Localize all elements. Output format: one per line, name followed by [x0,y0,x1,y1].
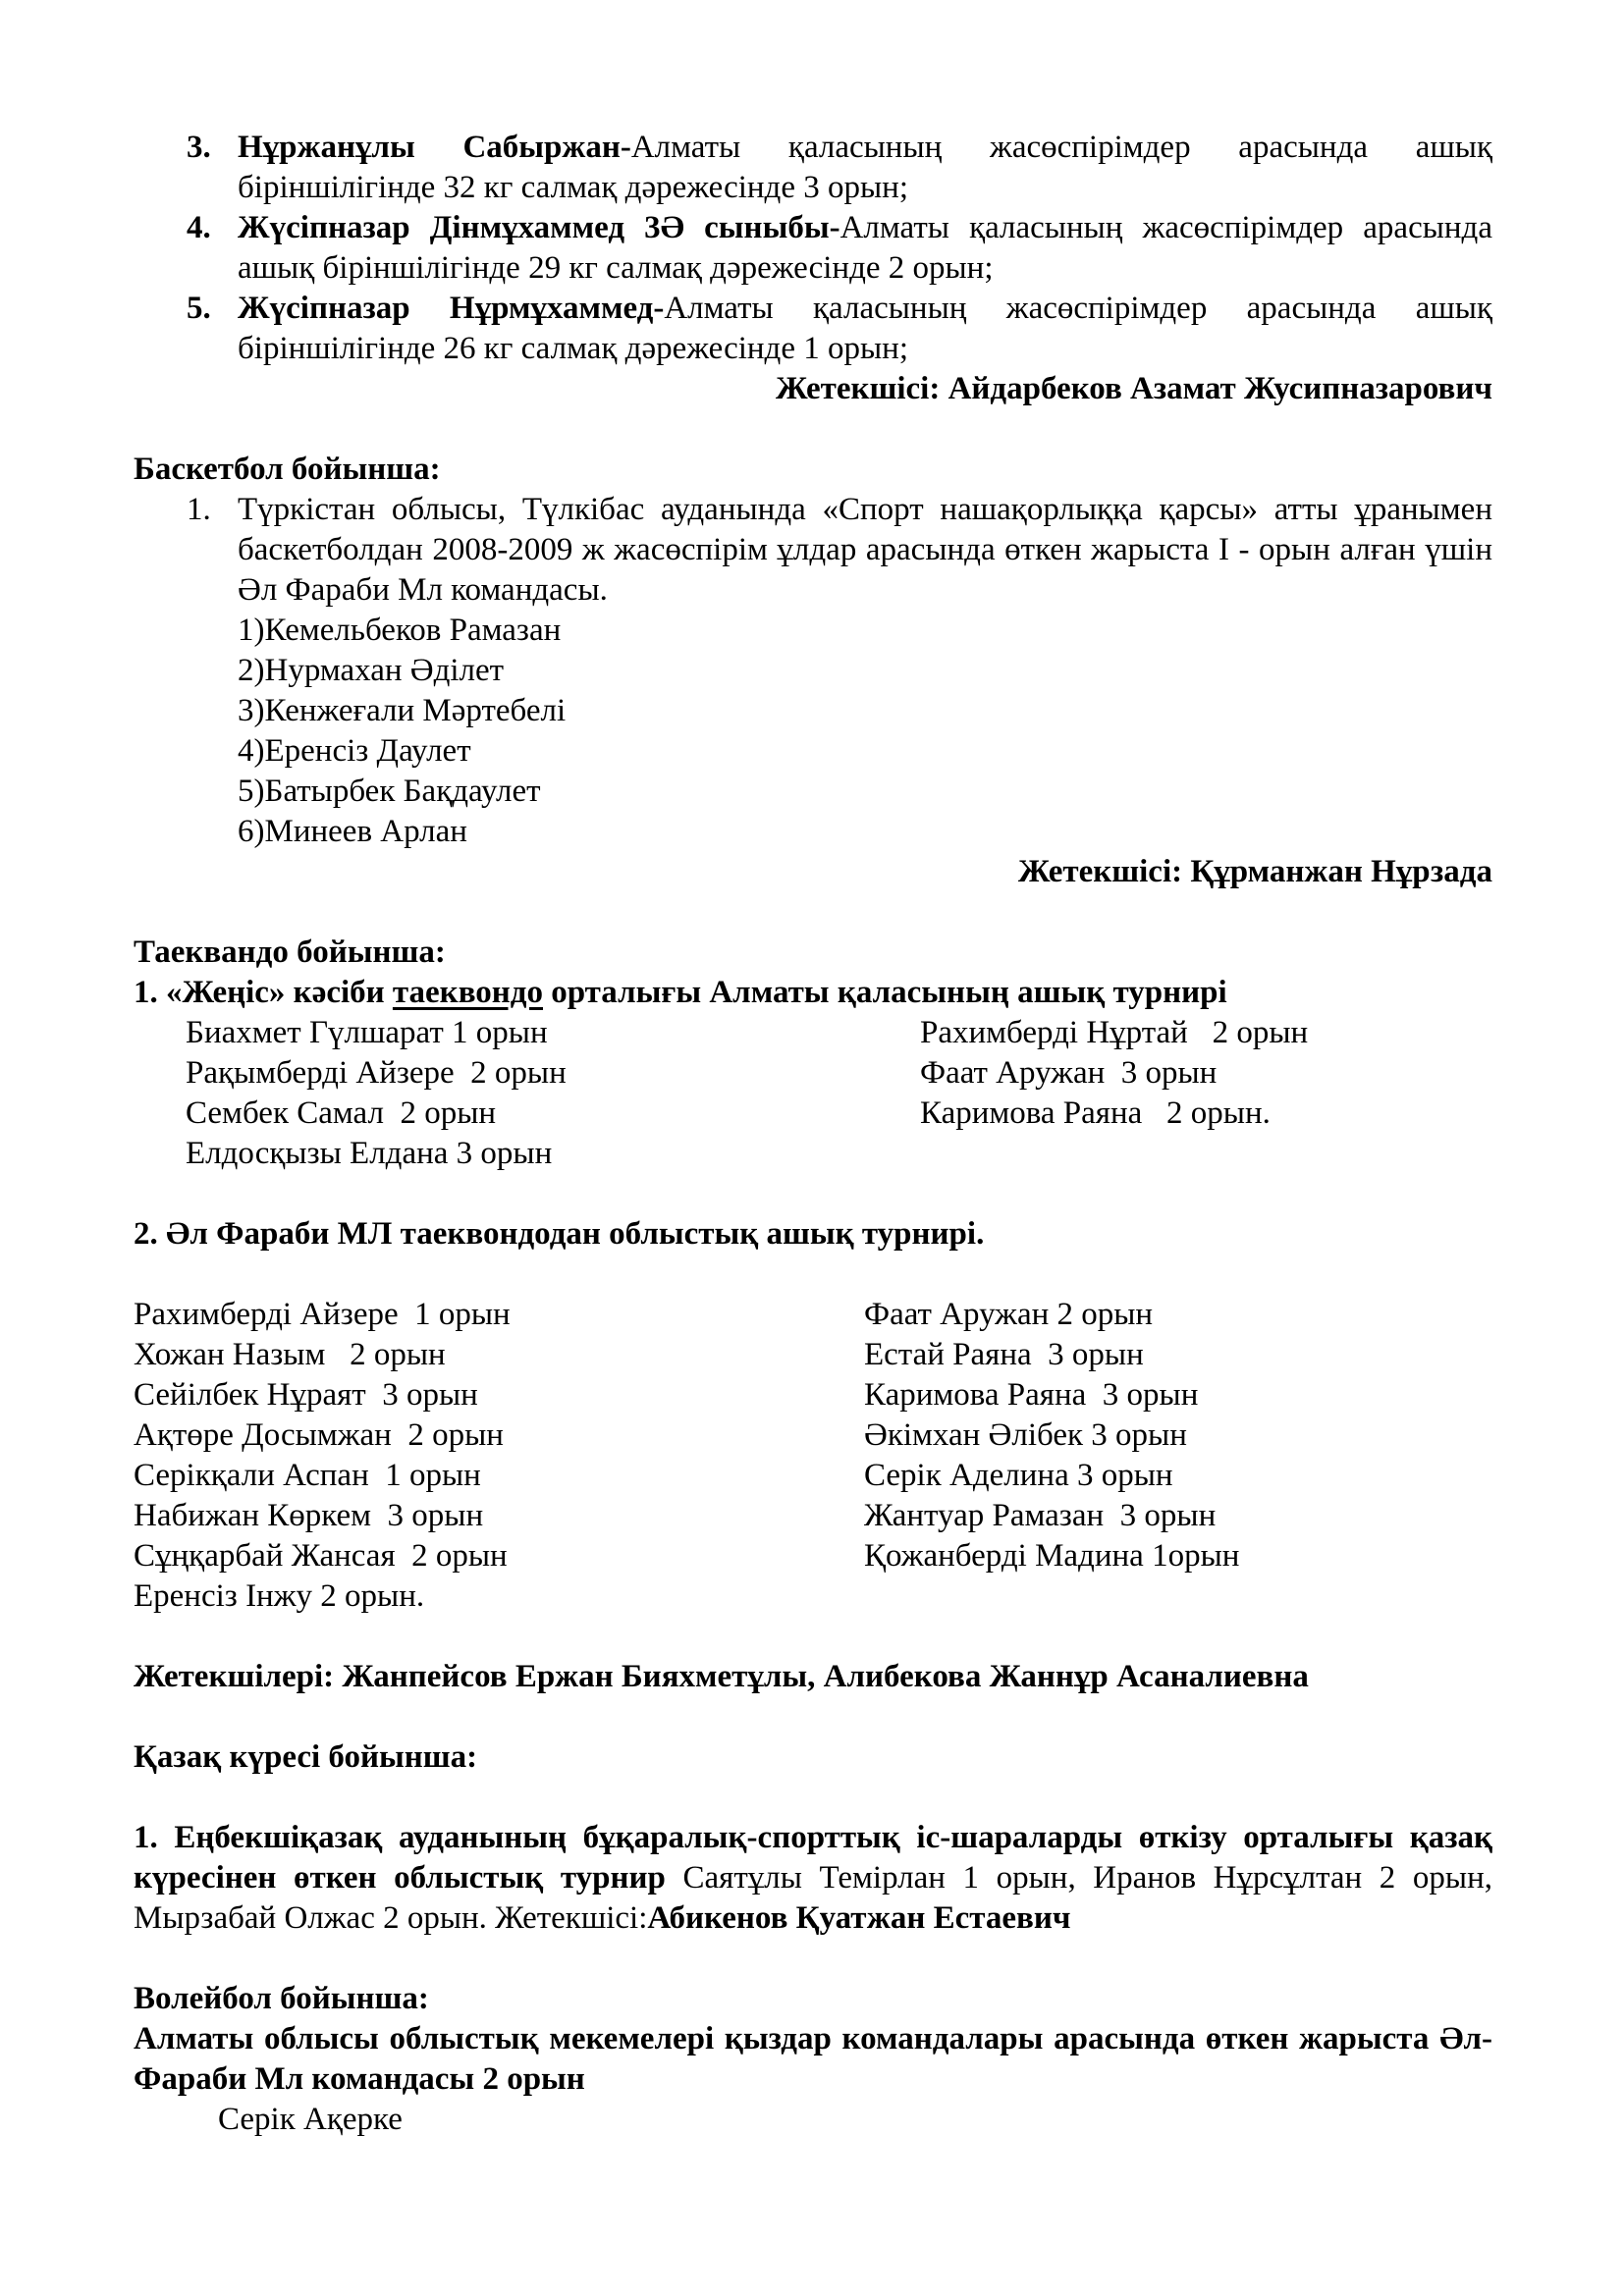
result-row [134,1134,1492,1174]
result-left: Сембек Самал 2 орын [186,1095,497,1131]
list-item-text [238,128,1492,208]
blank-line [134,1174,1492,1214]
result-left: Хожан Назым 2 орын [134,1337,446,1372]
result-right: Естай Раяна 3 орын [864,1337,1144,1372]
result-right: Фаат Аружан 3 орын [920,1055,1218,1091]
tournament1-title [134,973,1492,1013]
tournament2-title: 2. Әл Фараби МЛ таеквондодан облыстық ашық турнирі. [134,1216,985,1252]
result-right: Каримова Раяна 2 орын. [920,1095,1271,1131]
list-item [134,208,1492,289]
list-item-text [238,208,1492,289]
blank-line [134,409,1492,450]
result-right: Қожанберді Мадина 1орын [864,1538,1240,1574]
result-right: Каримова Раяна 3 орын [864,1377,1199,1413]
title-underlined-word: таеквондо [392,975,543,1010]
results-text: Саятұлы Темірлан 1 орын, Иранов Нұрсұлтан 2 орын, Мырзабай Олжас 2 орын. Жетекшісі: [134,1860,1492,1936]
section-basketball [134,450,1492,892]
player-line: 4)Еренсіз Даулет [238,733,471,769]
section-volleyball [134,1979,1492,2140]
result-row [134,1375,1492,1415]
coach-name: Абикенов Қуатжан Естаевич [647,1900,1071,1936]
athlete-name: Жүсіпназар Дінмұхаммед 3Ә сыныбы- [238,210,840,245]
result-text: Алматы қаласының жасөспірімдер арасында ашық біріншілігінде 32 кг салмақ дәрежесінде 3 орын; [238,130,1492,205]
result-row [134,1536,1492,1576]
result-row [134,1053,1492,1094]
section-taekwondo [134,933,1492,1697]
result-row [134,1496,1492,1536]
list-number: 1. [187,492,211,527]
section-kures [134,1737,1492,1939]
athlete-name: Нұржанұлы Сабыржан- [238,130,631,165]
list-item [134,289,1492,369]
kures-paragraph [134,1818,1492,1939]
tournament-title: 1. Еңбекшіқазақ ауданының бұқаралық-спорттық іс-шараларды өткізу орталығы қазақ күресінен өткен облыстық турнир [134,1820,1492,1896]
blank-line [134,1617,1492,1657]
section-heading: Таеквандо бойынша: [134,934,446,970]
result-left: Сұңқарбай Жансая 2 орын [134,1538,508,1574]
player-line: 6)Минеев Арлан [238,814,467,849]
list-item [134,128,1492,208]
result-row [134,1415,1492,1456]
section-heading: Баскетбол бойынша: [134,452,441,487]
list-item [134,490,1492,611]
player-line: 2)Нурмахан Әділет [238,653,505,688]
result-right: Жантуар Рамазан 3 орын [864,1498,1217,1533]
blank-line [134,1939,1492,1979]
result-text: Алматы қаласының жасөспірімдер арасында ашық біріншілігінде 29 кг салмақ дәрежесінде 2 орын; [238,210,1492,286]
blank-line [134,1778,1492,1818]
result-left: Серікқали Аспан 1 орын [134,1458,481,1493]
result-left: Набижан Көркем 3 орын [134,1498,484,1533]
title-prefix: 1. «Жеңіс» кәсіби [134,975,393,1010]
result-row [134,1013,1492,1053]
result-row [134,1576,1492,1617]
volleyball-paragraph: Алматы облысы облыстық мекемелері қыздар командалары арасында өткен жарыста Әл-Фараби Мл командасы 2 орын [134,2021,1492,2097]
result-row [134,1094,1492,1134]
result-left: Еренсіз Інжу 2 орын. [134,1578,425,1614]
player-line: 5)Батырбек Бақдаулет [238,774,541,809]
coach-line: Жетекшісі: Құрманжан Нұрзада [1017,854,1492,889]
section-heading: Волейбол бойынша: [134,1981,429,2016]
result-right: Әкімхан Әлібек 3 орын [864,1417,1187,1453]
coach-line: Жетекшісі: Айдарбеков Азамат Жусипназарович [776,371,1492,406]
result-right: Серік Аделина 3 орын [864,1458,1173,1493]
result-right [864,1576,1492,1617]
result-left: Ақтөре Досымжан 2 орын [134,1417,504,1453]
player-line: 3)Кенжеғали Мәртебелі [238,693,567,728]
result-left: Елдосқызы Елдана 3 орын [186,1136,553,1171]
list-number: 3. [187,130,211,165]
blank-line [134,1255,1492,1295]
section-heading: Қазақ күресі бойынша: [134,1739,478,1775]
list-number: 5. [187,291,211,326]
result-left: Рақымберді Айзере 2 орын [186,1055,567,1091]
blank-line [134,892,1492,933]
result-left: Рахимберді Айзере 1 орын [134,1297,511,1332]
result-left: Биахмет Гүлшарат 1 орын [186,1015,548,1050]
list-item-text [238,289,1492,369]
blank-line [134,1697,1492,1737]
coaches-line: Жетекшілері: Жанпейсов Ержан Бияхметұлы, Алибекова Жаннұр Асаналиевна [134,1659,1309,1694]
result-row [134,1456,1492,1496]
result-row [134,1295,1492,1335]
player-line: 1)Кемельбеков Рамазан [238,613,562,648]
result-right [920,1134,1492,1174]
player-line: Серік Ақерке [218,2102,403,2137]
result-left: Сейілбек Нұраят 3 орын [134,1377,478,1413]
list-item-text: Түркістан облысы, Түлкібас ауданында «Спорт нашақорлыққа қарсы» атты ұранымен баскетболдан 2008-2009 ж жасөспірім ұлдар арасында өткен жарыста I - орын алған үшін Әл Фараби Мл командасы. [238,492,1492,608]
result-row [134,1335,1492,1375]
result-right: Рахимберді Нұртай 2 орын [920,1015,1309,1050]
section-wrestling [134,128,1492,409]
athlete-name: Жүсіпназар Нұрмұхаммед- [238,291,665,326]
result-right: Фаат Аружан 2 орын [864,1297,1154,1332]
list-number: 4. [187,210,211,245]
title-suffix: орталығы Алматы қаласының ашық турнирі [543,975,1227,1010]
result-text: Алматы қаласының жасөспірімдер арасында ашық біріншілігінде 26 кг салмақ дәрежесінде 1 орын; [238,291,1492,366]
